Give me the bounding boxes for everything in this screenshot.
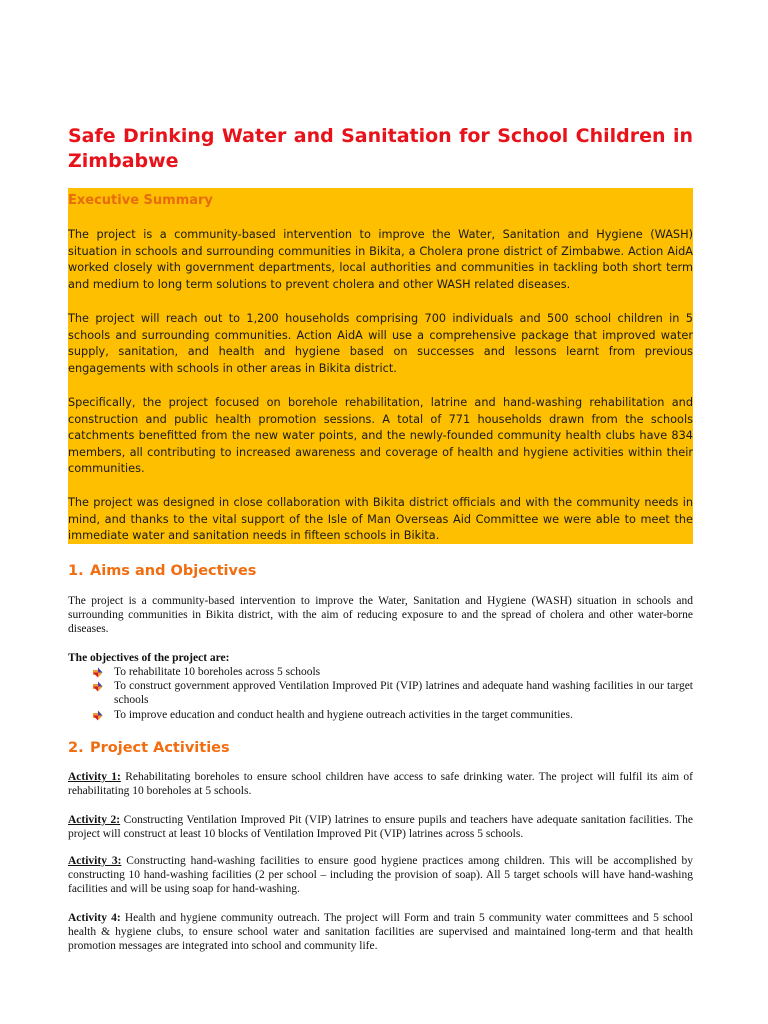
objective-item bbox=[92, 665, 693, 679]
activities-heading bbox=[68, 739, 230, 758]
activities-number: 2. bbox=[68, 740, 84, 756]
activity-label: Activity 1: bbox=[68, 771, 121, 783]
activity-text: Constructing Ventilation Improved Pit (VIP) latrines to ensure pupils and teachers have adequate sanitation facilities. The project will construct at least 10 blocks of Ventilation Improved Pit (VIP) latrines across 5 schools. bbox=[68, 814, 693, 841]
document-title: Safe Drinking Water and Sanitation for School Children in Zimbabwe bbox=[68, 125, 693, 172]
activity-text: Rehabilitating boreholes to ensure school children have access to safe drinking water. The project will fulfil its aim of rehabilitating 10 boreholes at 5 schools. bbox=[68, 771, 694, 798]
activity-text: Constructing hand-washing facilities to ensure good hygiene practices among children. This will be accomplished by constructing 10 hand-washing facilities (2 per school – including the provision of soap). All 5 target schools will have hand-washing facilities and will be using soap for hand-washing. bbox=[68, 855, 693, 896]
activity-paragraph bbox=[68, 911, 693, 954]
objective-item bbox=[92, 679, 693, 707]
objective-text: To rehabilitate 10 boreholes across 5 schools bbox=[114, 666, 321, 678]
objectives-list bbox=[92, 665, 693, 722]
activity-label: Activity 3: bbox=[68, 855, 122, 867]
summary-paragraph: The project was designed in close collaboration with Bikita district officials and with the community needs in mind, and thanks to the vital support of the Isle of Man Overseas Aid Committee we were able to meet the immediate water and sanitation needs in fifteen schools in Bikita. bbox=[68, 496, 693, 543]
activity-paragraph bbox=[68, 854, 693, 897]
objective-text: To improve education and conduct health and hygiene outreach activities in the target communities. bbox=[114, 708, 573, 721]
objectives-heading: The objectives of the project are: bbox=[68, 652, 230, 664]
activity-paragraph bbox=[68, 813, 693, 841]
arrow-bullet-icon bbox=[92, 710, 103, 721]
objective-item bbox=[92, 708, 693, 722]
summary-paragraph: The project is a community-based intervention to improve the Water, Sanitation and Hygiene (WASH) situation in schools and surrounding communities in Bikita, a Cholera prone district of Zimbabwe. Action AidA worked closely with government departments, local authorities and communities in tackling both short term and medium to long term solutions to prevent cholera and other WASH related diseases. bbox=[68, 228, 693, 291]
arrow-bullet-icon bbox=[92, 667, 103, 678]
summary-paragraph: The project will reach out to 1,200 households comprising 700 individuals and 500 school children in 5 schools and surrounding communities. Action AidA will use a comprehensive package that improved water supply, sanitation, and health and hygiene based on successes and lessons learnt from previous engagements with schools in other areas in Bikita district. bbox=[68, 312, 693, 375]
activity-label: Activity 4: bbox=[68, 912, 121, 924]
aims-number: 1. bbox=[68, 563, 84, 579]
activity-paragraph bbox=[68, 770, 693, 798]
aims-heading-text: Aims and Objectives bbox=[90, 563, 257, 579]
executive-summary-heading: Executive Summary bbox=[68, 193, 213, 208]
objective-text: To construct government approved Ventilation Improved Pit (VIP) latrines and adequate hand washing facilities in our target schools bbox=[114, 680, 693, 707]
activity-text: Health and hygiene community outreach. The project will Form and train 5 community water committees and 5 school health & hygiene clubs, to ensure school water and sanitation facilities are supervised and maintained long-term and that health promotion messages are integrated into school and community life. bbox=[68, 912, 693, 953]
aims-heading bbox=[68, 562, 256, 581]
summary-paragraph: Specifically, the project focused on borehole rehabilitation, latrine and hand-washing rehabilitation and construction and public health promotion sessions. A total of 771 households drawn from the schools catchments benefitted from the new water points, and the newly-founded community health clubs have 834 members, all contributing to increased awareness and coverage of health and hygiene activities within their communities. bbox=[68, 396, 693, 476]
activity-label: Activity 2: bbox=[68, 814, 121, 826]
arrow-bullet-icon bbox=[92, 681, 103, 692]
aims-paragraph: The project is a community-based intervention to improve the Water, Sanitation and Hygiene (WASH) situation in schools and surrounding communities in Bikita district, with the aim of reducing exposure to and the spread of cholera and other water-borne diseases. bbox=[68, 595, 693, 636]
activities-heading-text: Project Activities bbox=[90, 740, 230, 756]
